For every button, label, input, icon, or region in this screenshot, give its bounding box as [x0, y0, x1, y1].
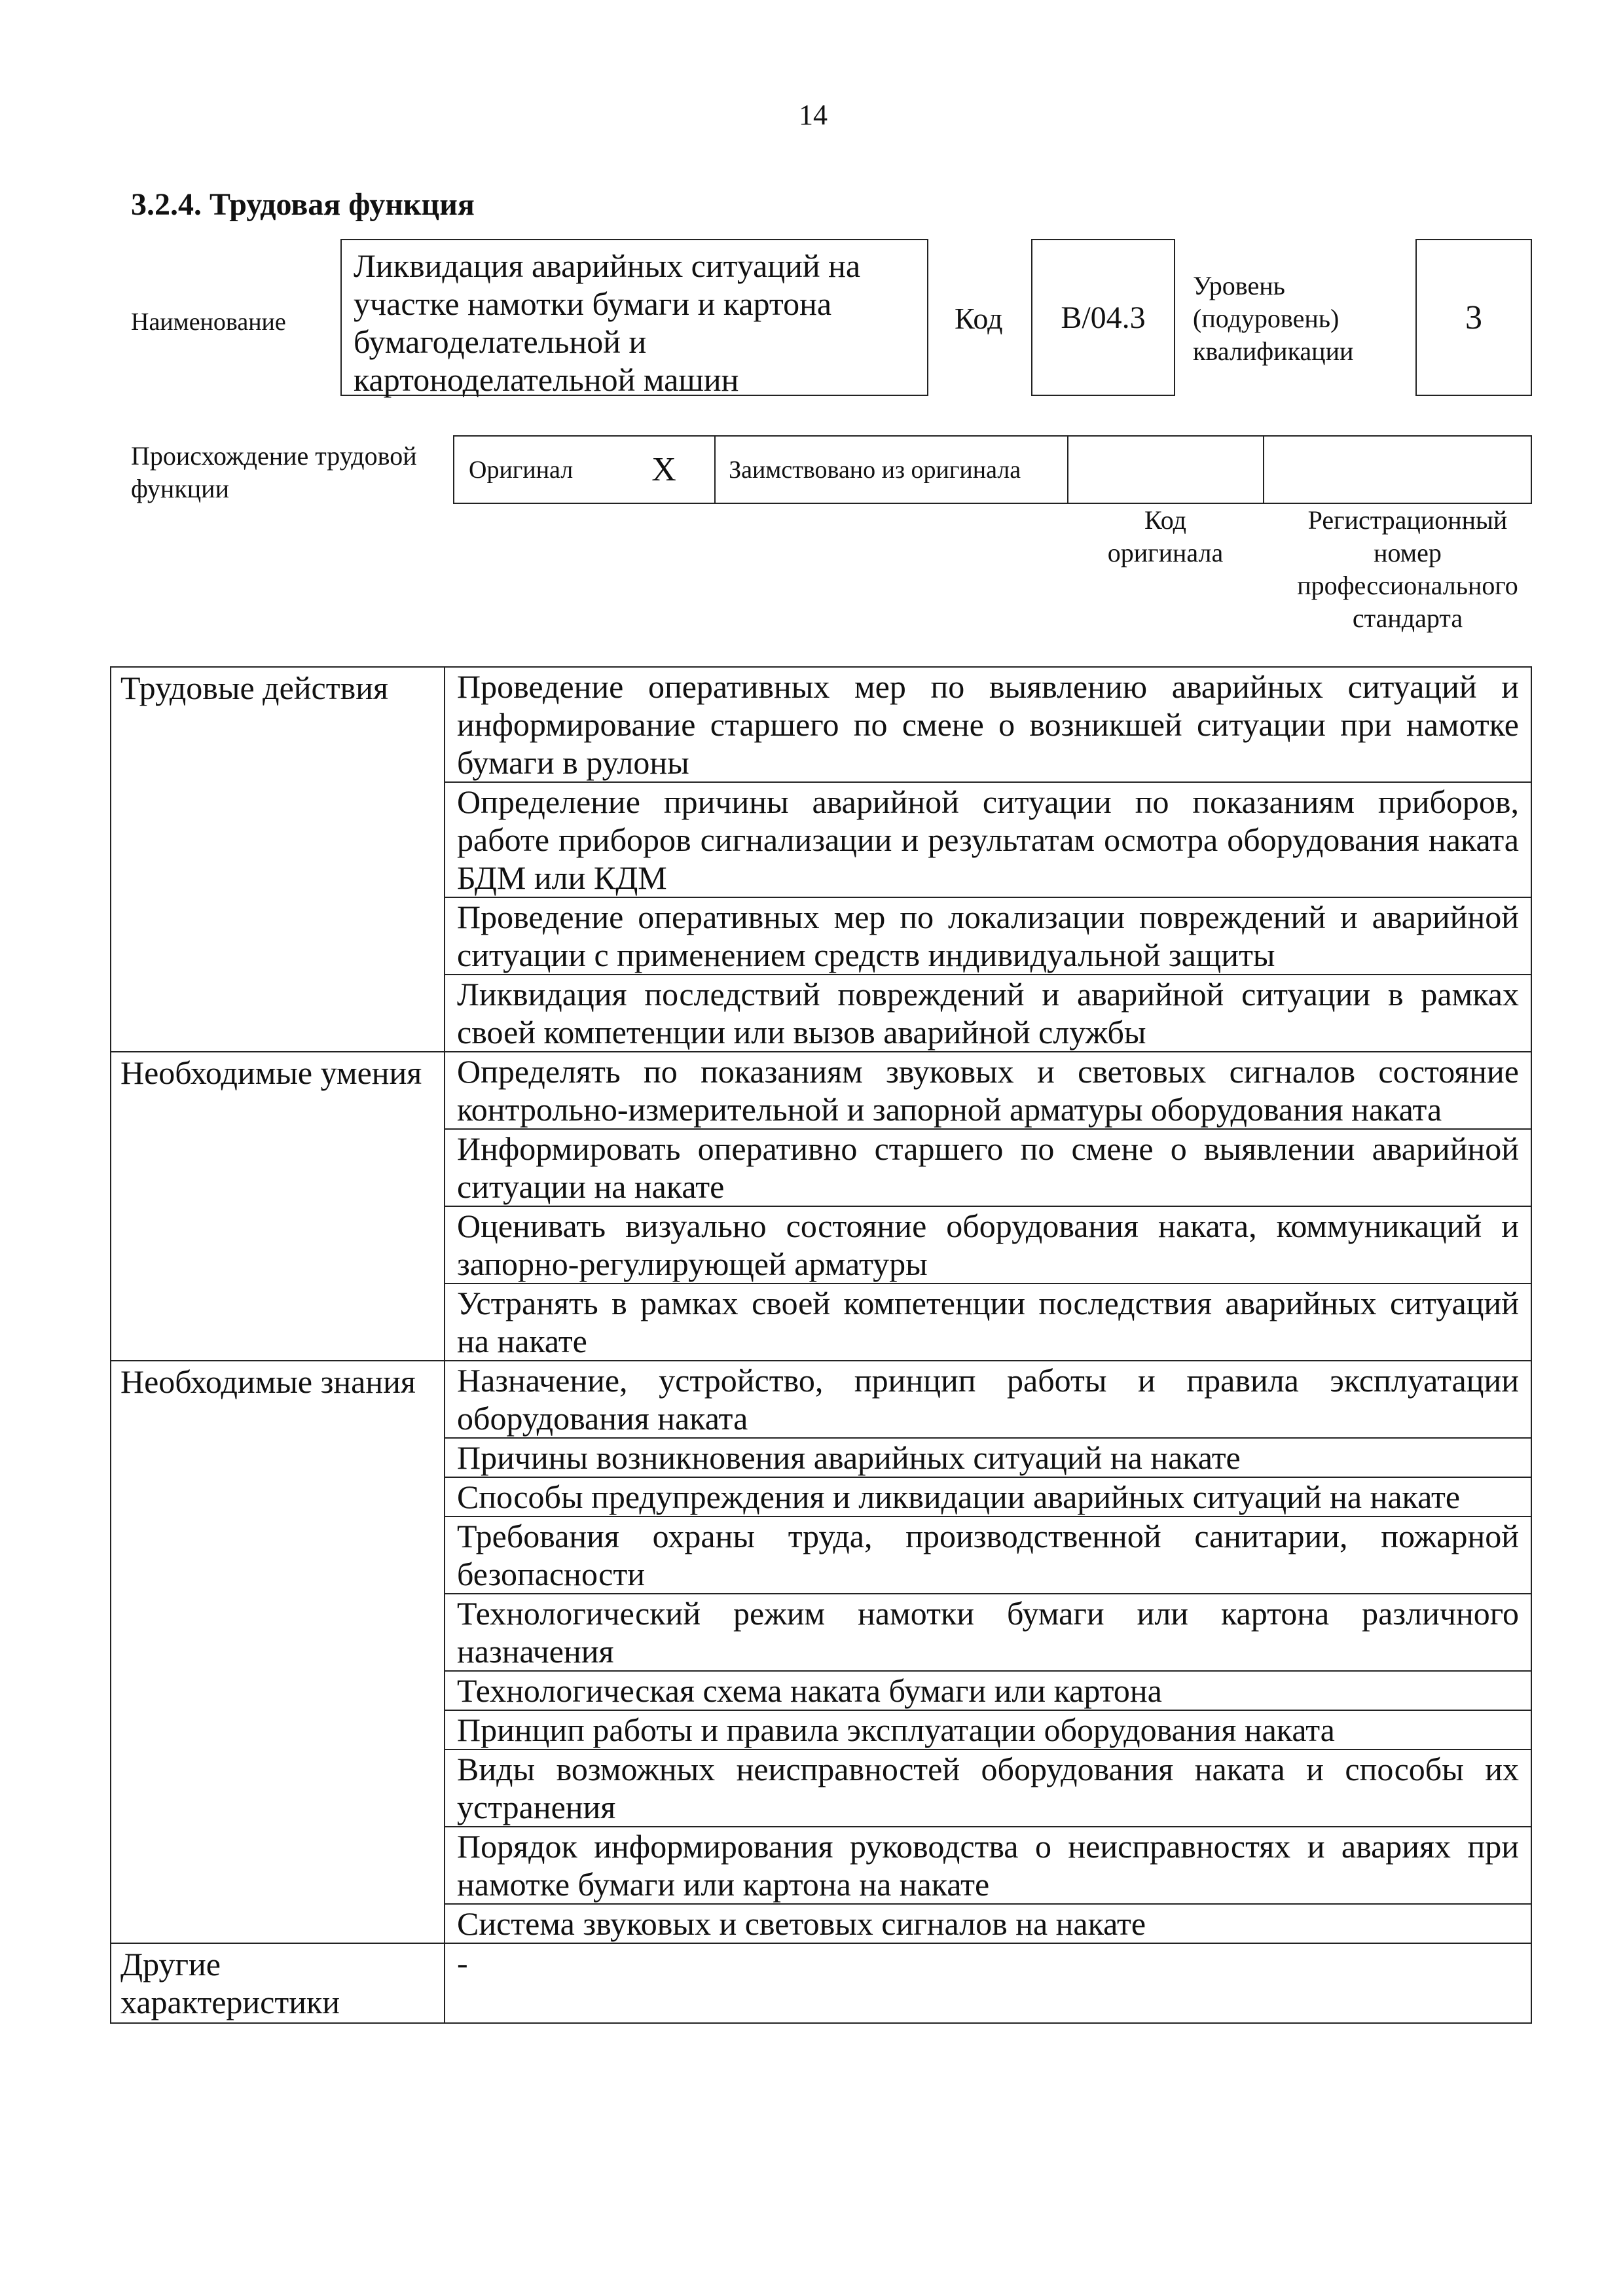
- skill-item: Оценивать визуально состояние оборудования наката, коммуникаций и запорно-регулирующей арматуры: [445, 1206, 1531, 1283]
- caption-line: профессионального: [1297, 571, 1518, 600]
- skill-item: Определять по показаниям звуковых и световых сигналов состояние контрольно-измерительной и запорной арматуры оборудования наката: [445, 1052, 1531, 1129]
- labor-action-item: Определение причины аварийной ситуации по показаниям приборов, работе приборов сигнализации и результатам осмотра оборудования наката БДМ или КДМ: [445, 782, 1531, 897]
- knowledge-item: Технологическая схема наката бумаги или картона: [445, 1671, 1531, 1710]
- other-characteristics-value: -: [445, 1943, 1531, 2023]
- function-name-line: бумагоделательной и: [354, 323, 647, 360]
- original-label: Оригинал: [469, 456, 574, 484]
- labor-actions-label: Трудовые действия: [111, 667, 445, 1052]
- knowledge-item: Требования охраны труда, производственной санитарии, пожарной безопасности: [445, 1516, 1531, 1594]
- code-value: B/04.3: [1031, 239, 1175, 396]
- caption-line: стандарта: [1352, 603, 1463, 633]
- knowledge-item: Технологический режим намотки бумаги или картона различного назначения: [445, 1594, 1531, 1671]
- original-code-cell: [1068, 437, 1264, 503]
- skill-item: Информировать оперативно старшего по смене о выявлении аварийной ситуации на накате: [445, 1129, 1531, 1206]
- other-label-line: Другие: [120, 1946, 221, 1982]
- knowledge-item: Способы предупреждения и ликвидации аварийных ситуаций на накате: [445, 1477, 1531, 1516]
- level-label-line: квалификации: [1193, 336, 1354, 366]
- origin-label: [131, 440, 417, 505]
- original-code-caption: [1087, 504, 1244, 569]
- other-label-line: характеристики: [120, 1984, 340, 2020]
- original-mark: X: [651, 451, 676, 488]
- knowledge-item: Порядок информирования руководства о неисправностях и авариях при намотке бумаги или картона на накате: [445, 1827, 1531, 1904]
- knowledge-item: Назначение, устройство, принцип работы и правила эксплуатации оборудования наката: [445, 1361, 1531, 1438]
- function-details-table: [110, 666, 1532, 2024]
- knowledge-item: Система звуковых и световых сигналов на накате: [445, 1904, 1531, 1943]
- knowledge-label: Необходимые знания: [111, 1361, 445, 1943]
- level-label-line: Уровень: [1193, 271, 1285, 300]
- skill-item: Устранять в рамках своей компетенции последствия аварийных ситуаций на накате: [445, 1283, 1531, 1361]
- labor-action-item: Проведение оперативных мер по выявлению аварийных ситуаций и информирование старшего по смене о возникшей ситуации при намотке бумаги в рулоны: [445, 667, 1531, 782]
- function-name-line: Ликвидация аварийных ситуаций на: [354, 247, 861, 284]
- table-row: [111, 1943, 1531, 2023]
- caption-line: оригинала: [1107, 538, 1224, 567]
- table-row: [111, 1052, 1531, 1129]
- level-label: [1193, 270, 1353, 368]
- function-name-line: участке намотки бумаги и картона: [354, 285, 832, 322]
- level-label-line: (подуровень): [1193, 304, 1340, 333]
- name-label: Наименование: [131, 308, 286, 336]
- knowledge-item: Принцип работы и правила эксплуатации оборудования наката: [445, 1710, 1531, 1749]
- function-name-box: [340, 239, 928, 396]
- registration-number-caption: [1277, 504, 1539, 635]
- code-label: Код: [955, 302, 1003, 335]
- skills-label: Необходимые умения: [111, 1052, 445, 1361]
- section-title: 3.2.4. Трудовая функция: [131, 187, 475, 222]
- borrowed-label: Заимствовано из оригинала: [716, 437, 1068, 503]
- table-row: [111, 667, 1531, 782]
- caption-line: номер: [1374, 538, 1442, 567]
- registration-number-cell: [1264, 437, 1531, 503]
- origin-row: [453, 435, 1532, 504]
- origin-label-line: Происхождение трудовой: [131, 441, 417, 471]
- caption-line: Регистрационный: [1307, 505, 1508, 535]
- labor-action-item: Проведение оперативных мер по локализации повреждений и аварийной ситуации с применением средств индивидуальной защиты: [445, 897, 1531, 975]
- level-value: 3: [1415, 239, 1532, 396]
- page-number: 14: [799, 99, 828, 131]
- caption-line: Код: [1144, 505, 1186, 535]
- table-row: [111, 1361, 1531, 1438]
- labor-action-item: Ликвидация последствий повреждений и аварийной ситуации в рамках своей компетенции или вызов аварийной службы: [445, 975, 1531, 1052]
- knowledge-item: Виды возможных неисправностей оборудования наката и способы их устранения: [445, 1749, 1531, 1827]
- origin-original-cell: [454, 437, 716, 503]
- function-name-line: картоноделательной машин: [354, 361, 739, 398]
- other-characteristics-label: [111, 1943, 445, 2023]
- origin-label-line: функции: [131, 474, 229, 503]
- knowledge-item: Причины возникновения аварийных ситуаций на накате: [445, 1438, 1531, 1477]
